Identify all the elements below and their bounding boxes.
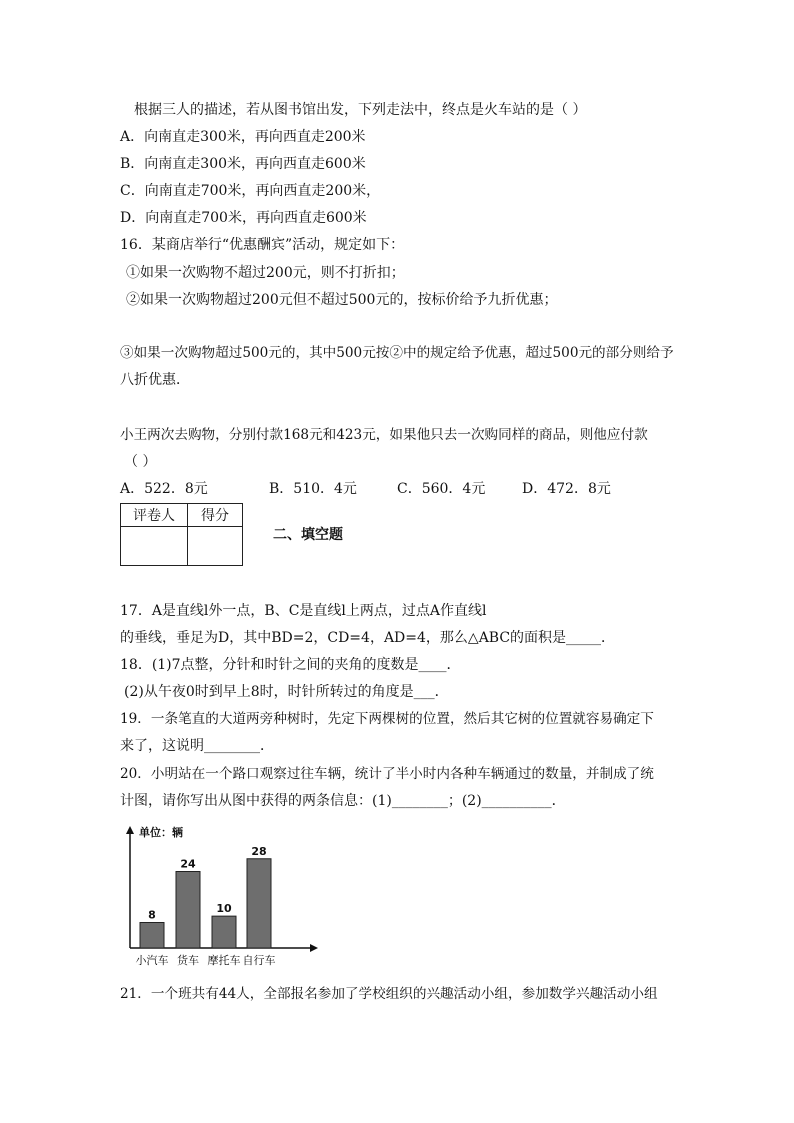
chart-value-label-2: 10 xyxy=(216,902,232,916)
q15-stem: 根据三人的描述，若从图书馆出发，下列走法中，终点是火车站的是（ ） xyxy=(134,102,587,118)
chart-bar-3 xyxy=(247,859,271,948)
q16-rule-1: ①如果一次购物不超过200元，则不打折扣； xyxy=(126,265,405,281)
vehicle-bar-chart xyxy=(120,820,330,970)
chart-value-label-3: 28 xyxy=(251,844,267,858)
chart-bar-0 xyxy=(140,923,164,949)
chart-category-label-1: 货车 xyxy=(177,954,199,967)
q16-option-c: C．560．4元 xyxy=(397,481,486,497)
chart-value-label-1: 24 xyxy=(180,857,196,871)
chart-x-axis-arrow xyxy=(310,944,318,952)
q19-line-1: 19．一条笔直的大道两旁种树时，先定下两棵树的位置，然后其它树的位置就容易确定下 xyxy=(120,711,654,727)
score-table-cell-score xyxy=(188,527,243,566)
q16-question-line-1: 小王两次去购物，分别付款168元和423元，如果他只去一次购同样的商品，则他应付款 xyxy=(120,427,648,443)
q16-option-b: B．510．4元 xyxy=(269,481,357,497)
score-table-header-score: 得分 xyxy=(188,504,243,527)
q17-line-2: 的垂线，垂足为D，其中BD=2，CD=4，AD=4，那么△ABC的面积是_____． xyxy=(120,630,616,646)
q18-line-1: 18．(1)7点整，分针和时针之间的夹角的度数是____． xyxy=(120,657,461,673)
chart-category-label-0: 小汽车 xyxy=(135,954,169,967)
q16-rule-3-line-2: 八折优惠． xyxy=(120,372,190,388)
q17-line-1: 17．A是直线l外一点，B、C是直线l上两点，过点A作直线l xyxy=(120,603,487,619)
q19-line-2: 来了，这说明________． xyxy=(120,738,274,754)
q21-line-1: 21．一个班共有44人，全部报名参加了学校组织的兴趣活动小组，参加数学兴趣活动小组 xyxy=(120,986,658,1002)
q16-option-a: A．522．8元 xyxy=(120,481,208,497)
q15-option-c: C．向南直走700米，再向西直走200米， xyxy=(120,183,381,199)
score-table-cell-grader xyxy=(121,527,188,566)
q16-option-d: D．472．8元 xyxy=(522,481,611,497)
q15-option-b: B．向南直走300米，再向西直走600米 xyxy=(120,156,366,172)
section-title: 二、填空题 xyxy=(273,527,343,543)
q15-option-a: A．向南直走300米，再向西直走200米 xyxy=(120,129,366,145)
chart-category-label-3: 自行车 xyxy=(242,954,276,967)
chart-bar-2 xyxy=(212,916,236,948)
chart-y-axis-arrow xyxy=(126,826,134,834)
q16-question-line-2: （ ） xyxy=(124,454,157,470)
q20-line-2: 计图，请你写出从图中获得的两条信息：(1)________；(2)__________． xyxy=(120,793,566,809)
q16-rule-2: ②如果一次购物超过200元但不超过500元的，按标价给予九折优惠； xyxy=(126,292,558,308)
chart-category-label-2: 摩托车 xyxy=(207,954,241,967)
score-table-header-grader: 评卷人 xyxy=(121,504,188,527)
chart-bar-1 xyxy=(176,872,200,949)
chart-value-label-0: 8 xyxy=(148,908,156,922)
chart-unit-label: 单位：辆 xyxy=(139,826,183,839)
q18-line-2: (2)从午夜0时到早上8时，时针所转过的角度是___． xyxy=(124,684,449,700)
q20-line-1: 20．小明站在一个路口观察过往车辆，统计了半小时内各种车辆通过的数量，并制成了统 xyxy=(120,766,654,782)
q16-stem: 16．某商店举行“优惠酬宾”活动，规定如下： xyxy=(120,237,405,253)
score-table xyxy=(120,503,243,566)
q15-option-d: D．向南直走700米，再向西直走600米 xyxy=(120,210,367,226)
q16-rule-3-line-1: ③如果一次购物超过500元的，其中500元按②中的规定给予优惠，超过500元的部分则给予 xyxy=(120,345,674,361)
